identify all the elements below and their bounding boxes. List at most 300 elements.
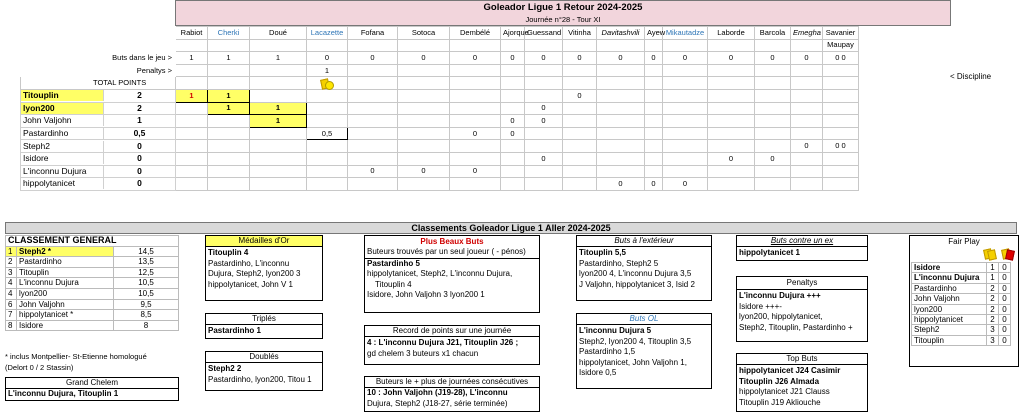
penaltys-cell-2: [250, 64, 307, 77]
ranking-row: [6, 320, 179, 331]
participant-cell: [307, 152, 348, 165]
participant-row: [21, 152, 859, 165]
ranking-rank: 6: [6, 299, 17, 310]
participant-cell: [525, 89, 563, 102]
yellow-cards-icon: [984, 249, 1000, 258]
participant-cell: [348, 89, 398, 102]
participant-cell: [597, 115, 645, 128]
participant-cell: 0: [755, 152, 791, 165]
total-cell-5: [398, 77, 450, 90]
participant-cell: [645, 102, 663, 115]
participant-cell: [563, 140, 597, 153]
participant-cell: [208, 127, 250, 140]
fair-play-name: Pastardinho: [912, 283, 987, 293]
fair-play-red: 0: [999, 273, 1011, 283]
total-cell-9: [563, 77, 597, 90]
participant-cell: [823, 89, 859, 102]
participant-cell: [791, 89, 823, 102]
fair-play-table: [911, 262, 1011, 346]
player-header-second-3: [307, 39, 348, 52]
participant-cell: [823, 178, 859, 191]
buts-cell-10: 0: [597, 52, 645, 65]
participant-cell: 0: [563, 89, 597, 102]
participant-cell: 0: [450, 127, 501, 140]
buts-ol-line-1: L'inconnu Dujura 5: [579, 326, 652, 336]
ranking-name: Isidore: [17, 320, 114, 331]
participant-cell: [348, 102, 398, 115]
fair-play-row: [912, 273, 1011, 283]
exterieur-line-2: Pastardinho, Steph2 5: [579, 258, 659, 268]
participant-row: [21, 178, 859, 191]
beaux-buts-line-1: Buteurs trouvés par un seul joueur ( - pénos): [365, 247, 539, 258]
participant-points: 1: [137, 115, 142, 126]
participant-cell: [307, 140, 348, 153]
participant-cell: [755, 127, 791, 140]
participant-cell: [398, 102, 450, 115]
penaltys-header: Penaltys: [737, 277, 867, 290]
buts-ol-box: [576, 313, 712, 389]
player-header-second-8: [525, 39, 563, 52]
participant-cell: 0: [525, 152, 563, 165]
participant-cell: [208, 165, 250, 178]
participant-cell: [663, 152, 708, 165]
player-header-second-7: [501, 39, 525, 52]
fair-play-name: hippolytanicet: [912, 315, 987, 325]
participant-cell: [708, 115, 755, 128]
penaltys-cell-1: [208, 64, 250, 77]
grand-chelem-header: Grand Chelem: [6, 378, 178, 389]
participant-cell: [176, 102, 208, 115]
fair-play-red: 0: [999, 325, 1011, 335]
participant-cell: [597, 165, 645, 178]
general-note-2: (Delort 0 / 2 Stassin): [5, 363, 74, 372]
buts-cell-8: 0: [525, 52, 563, 65]
fair-play-red: 0: [999, 315, 1011, 325]
medailles-box: [205, 235, 323, 301]
buts-cell-0: 1: [176, 52, 208, 65]
player-header-0: Rabiot: [176, 27, 208, 40]
player-header-9: Vitinha: [563, 27, 597, 40]
participant-cell: [250, 127, 307, 140]
total-cell-14: [755, 77, 791, 90]
ranking-points: 8,5: [114, 310, 179, 321]
participant-cell: 0: [348, 165, 398, 178]
general-ranking-table: [5, 235, 179, 331]
ranking-points: 13,5: [114, 257, 179, 268]
buts-cell-2: 1: [250, 52, 307, 65]
participant-cell: [398, 89, 450, 102]
fair-play-name: lyon200: [912, 304, 987, 314]
top-buts-line-4: Titouplin J19 Akliouche: [739, 397, 821, 407]
participant-name: Isidore: [21, 153, 104, 164]
penaltys-cell-15: [791, 64, 823, 77]
buts-cell-16: 0 0: [823, 52, 859, 65]
player-header-10: Davitashvili: [597, 27, 645, 40]
ranking-row: [6, 299, 179, 310]
participant-cell: [176, 115, 208, 128]
participant-cell: [525, 140, 563, 153]
ranking-row: [6, 257, 179, 268]
total-cell-7: [501, 77, 525, 90]
participant-cell: [708, 102, 755, 115]
ranking-row: [6, 310, 179, 321]
participant-cell: [348, 140, 398, 153]
participant-cell: [645, 140, 663, 153]
participant-cell: 1: [208, 89, 250, 102]
player-header-second-4: [348, 39, 398, 52]
general-note-1: * inclus Montpellier- St-Etienne homologué: [5, 352, 147, 361]
penaltys-box: [736, 276, 868, 342]
participant-cell: [755, 102, 791, 115]
top-buts-line-1: hippolytanicet J24 Casimir: [739, 366, 841, 376]
total-cell-8: [525, 77, 563, 90]
participant-row: [21, 127, 859, 140]
penaltys-cell-16: [823, 64, 859, 77]
ranking-rank: 2: [6, 257, 17, 268]
fair-play-header: Fair Play: [948, 237, 980, 246]
participant-name: Steph2: [21, 141, 104, 152]
player-header-8: Guessand: [525, 27, 563, 40]
participant-cell: [208, 140, 250, 153]
player-header-3: Lacazette: [307, 27, 348, 40]
buts-cell-13: 0: [708, 52, 755, 65]
participant-cell: [823, 127, 859, 140]
record-header: Record de points sur une journée: [365, 326, 539, 337]
participant-cell: [501, 165, 525, 178]
participant-cell: 1: [250, 115, 307, 128]
fair-play-name: L'inconnu Dujura: [912, 273, 987, 283]
penaltys-cell-11: [645, 64, 663, 77]
fair-play-red: 0: [999, 304, 1011, 314]
participant-cell: [823, 165, 859, 178]
participant-cell: [250, 165, 307, 178]
participant-cell: [597, 140, 645, 153]
medailles-line-3: Dujura, Steph2, lyon200 3: [208, 269, 301, 279]
total-cell-15: [791, 77, 823, 90]
fair-play-name: Titouplin: [912, 335, 987, 345]
participant-cell: [791, 127, 823, 140]
participant-points: 0: [137, 153, 142, 164]
buts-cell-5: 0: [398, 52, 450, 65]
doubles-header: Doublés: [206, 352, 322, 363]
total-cell-6: [450, 77, 501, 90]
ranking-points: 8: [114, 320, 179, 331]
buts-cell-4: 0: [348, 52, 398, 65]
medailles-line-2: Pastardinho, L'inconnu: [208, 258, 290, 268]
participant-cell: [597, 127, 645, 140]
participant-cell: [307, 102, 348, 115]
buts-cell-9: 0: [563, 52, 597, 65]
participant-cell: [398, 178, 450, 191]
top-buts-line-2: Titouplin J26 Almada: [739, 376, 820, 386]
participant-cell: 0: [525, 115, 563, 128]
participant-cell: [755, 140, 791, 153]
participant-cell: 0: [708, 152, 755, 165]
penaltys-line-4: Steph2, Titouplin, Pastardinho +: [739, 322, 853, 332]
player-header-13: Laborde: [708, 27, 755, 40]
participant-cell: [501, 89, 525, 102]
fair-play-name: Steph2: [912, 325, 987, 335]
medailles-line-4: hippolytanicet, John V 1: [208, 279, 293, 289]
player-header-1: Cherki: [208, 27, 250, 40]
fair-play-name: John Valjohn: [912, 294, 987, 304]
penaltys-cell-14: [755, 64, 791, 77]
participant-cell: [708, 140, 755, 153]
participant-name: L'inconnu Dujura: [21, 166, 104, 177]
player-header-second-11: [645, 39, 663, 52]
participant-cell: 0,5: [307, 127, 348, 140]
participant-row: [21, 140, 859, 153]
participant-cell: [563, 178, 597, 191]
player-header-5: Sotoca: [398, 27, 450, 40]
participant-cell: [563, 127, 597, 140]
participant-cell: [450, 102, 501, 115]
player-header-second-14: [755, 39, 791, 52]
bottom-title: Classements Goleador Ligue 1 Aller 2024-2025: [5, 222, 1017, 234]
participant-name-points: [21, 115, 176, 128]
ranking-name: lyon200: [17, 288, 114, 299]
player-header-second-5: [398, 39, 450, 52]
participant-cell: [645, 89, 663, 102]
record-line-1: 4 : L'inconnu Dujura J21, Titouplin J26 ;: [367, 338, 519, 348]
participant-cell: [525, 127, 563, 140]
participant-cell: [450, 152, 501, 165]
fair-play-yellow: 3: [987, 325, 999, 335]
participant-cell: [450, 115, 501, 128]
participant-cell: [597, 89, 645, 102]
penaltys-cell-4: [348, 64, 398, 77]
participant-cell: [501, 178, 525, 191]
participant-cell: [755, 178, 791, 191]
player-header-6: Dembélé: [450, 27, 501, 40]
participant-cell: [450, 140, 501, 153]
player-header-11: Ayew: [645, 27, 663, 40]
player-header-15: Emegha: [791, 27, 823, 40]
total-cell-11: [645, 77, 663, 90]
total-cell-13: [708, 77, 755, 90]
participant-name-points: [21, 140, 176, 153]
ranking-rank: 8: [6, 320, 17, 331]
participant-cell: 0: [645, 178, 663, 191]
exterieur-line-1: Titouplin 5,5: [579, 248, 626, 258]
participant-cell: [348, 127, 398, 140]
fair-play-yellow: 1: [987, 263, 999, 273]
ranking-rank: 4: [6, 278, 17, 289]
ranking-rank: 3: [6, 267, 17, 278]
consecutives-box: [364, 376, 540, 412]
ranking-points: 12,5: [114, 267, 179, 278]
participant-cell: [208, 115, 250, 128]
fair-play-row: [912, 294, 1011, 304]
player-header-16: Savanier: [823, 27, 859, 40]
fair-play-row: [912, 283, 1011, 293]
participant-cell: 1: [250, 102, 307, 115]
doubles-box: [205, 351, 323, 391]
fair-play-red: 0: [999, 335, 1011, 345]
corner-cell-2: [21, 39, 176, 52]
penaltys-cell-0: [176, 64, 208, 77]
contre-ex-text: hippolytanicet 1: [739, 248, 800, 258]
player-header-4: Fofana: [348, 27, 398, 40]
participant-cell: [708, 165, 755, 178]
yellow-card-clock-icon: [307, 77, 348, 90]
participant-cell: [525, 165, 563, 178]
participant-cell: [663, 165, 708, 178]
participant-cell: 0 0: [823, 140, 859, 153]
consecutives-line-2: Dujura, Steph2 (J18-27, série terminée): [367, 398, 508, 408]
consecutives-header: Buteurs le + plus de journées consécutives: [365, 377, 539, 388]
total-cell-10: [597, 77, 645, 90]
fair-play-yellow: 3: [987, 335, 999, 345]
participant-cell: [597, 152, 645, 165]
participant-name: Titouplin: [21, 90, 104, 101]
exterieur-line-4: J Valjohn, hippolytanicet 3, Isid 2: [579, 279, 695, 289]
participant-cell: [307, 165, 348, 178]
participant-cell: [208, 178, 250, 191]
doubles-line-2: Pastardinho, lyon200, Titou 1: [208, 374, 312, 384]
total-cell-12: [663, 77, 708, 90]
participant-cell: [645, 115, 663, 128]
participant-row: [21, 115, 859, 128]
corner-cell: [21, 27, 176, 40]
grand-chelem-box: [5, 377, 179, 401]
participant-cell: [708, 89, 755, 102]
participant-cell: 0: [663, 178, 708, 191]
penaltys-cell-3: 1: [307, 64, 348, 77]
ranking-rank: 7: [6, 310, 17, 321]
participant-cell: [176, 178, 208, 191]
participant-cell: [823, 152, 859, 165]
ranking-name: Pastardinho: [17, 257, 114, 268]
participant-row: [21, 102, 859, 115]
participant-name: Pastardinho: [21, 128, 104, 139]
fair-play-yellow: 2: [987, 283, 999, 293]
consecutives-line-1: 10 : John Valjohn (J19-28), L'inconnu: [367, 388, 508, 398]
ranking-name: Steph2 *: [17, 246, 114, 257]
participant-cell: [791, 115, 823, 128]
participant-cell: 0: [450, 165, 501, 178]
participant-cell: [501, 152, 525, 165]
participant-cell: 0: [791, 140, 823, 153]
player-header-second-16: Maupay: [823, 39, 859, 52]
contre-ex-header: Buts contre un ex: [737, 236, 867, 247]
beaux-buts-line-4: Titouplin 4: [375, 279, 412, 289]
participant-cell: [597, 102, 645, 115]
participant-cell: [563, 102, 597, 115]
participant-cell: [250, 152, 307, 165]
buts-cell-6: 0: [450, 52, 501, 65]
participant-cell: [307, 115, 348, 128]
penaltys-cell-9: [563, 64, 597, 77]
participant-cell: [398, 115, 450, 128]
participant-cell: 1: [176, 89, 208, 102]
player-header-second-13: [708, 39, 755, 52]
total-cell-0: [176, 77, 208, 90]
penaltys-cell-12: [663, 64, 708, 77]
participant-cell: [663, 140, 708, 153]
participant-cell: [755, 89, 791, 102]
penaltys-line-3: lyon200, hippolytanicet,: [739, 312, 823, 322]
participant-cell: [250, 178, 307, 191]
ranking-row: [6, 288, 179, 299]
general-ranking-header: CLASSEMENT GENERAL: [6, 236, 179, 247]
total-cell-4: [348, 77, 398, 90]
player-header-second-12: [663, 39, 708, 52]
penaltys-cell-5: [398, 64, 450, 77]
row-label-total: TOTAL POINTS: [21, 77, 176, 90]
top-title: Goleador Ligue 1 Retour 2024-2025: [483, 2, 643, 13]
score-grid-table: [20, 26, 859, 191]
ranking-row: [6, 278, 179, 289]
participant-cell: [708, 127, 755, 140]
exterieur-line-3: lyon200 4, L'inconnu Dujura 3,5: [579, 269, 692, 279]
ranking-points: 9,5: [114, 299, 179, 310]
participant-cell: [501, 140, 525, 153]
participant-cell: 1: [208, 102, 250, 115]
participant-name-points: [21, 102, 176, 115]
participant-cell: [398, 127, 450, 140]
beaux-buts-line-3: hippolytanicet, Steph2, L'inconnu Dujura,: [367, 269, 513, 279]
participant-cell: [791, 102, 823, 115]
fair-play-row: [912, 335, 1011, 345]
medailles-header: Médailles d'Or: [206, 236, 322, 247]
doubles-line-1: Steph2 2: [208, 364, 242, 374]
medailles-line-1: Titouplin 4: [208, 248, 249, 258]
participant-cell: 0: [501, 115, 525, 128]
participant-cell: [525, 178, 563, 191]
participant-cell: [348, 178, 398, 191]
participant-name-points: [21, 165, 176, 178]
participant-points: 0,5: [133, 128, 146, 139]
fair-play-red: 0: [999, 283, 1011, 293]
ranking-name: hippolytanicet *: [17, 310, 114, 321]
participant-points: 0: [137, 165, 142, 176]
total-cell-2: [250, 77, 307, 90]
ranking-name: Titouplin: [17, 267, 114, 278]
beaux-buts-box: [364, 235, 540, 313]
participant-cell: [708, 178, 755, 191]
player-header-second-10: [597, 39, 645, 52]
row-label-penaltys: Penaltys >: [136, 65, 172, 75]
participant-name-points: [21, 178, 176, 191]
ranking-rank: 4: [6, 288, 17, 299]
participant-name: lyon200: [21, 103, 104, 114]
participant-cell: [823, 115, 859, 128]
participant-points: 2: [137, 90, 142, 101]
top-subtitle: Journée n°28 - Tour XI: [525, 15, 601, 24]
beaux-buts-header: Plus Beaux Buts: [420, 237, 484, 246]
participant-cell: [663, 127, 708, 140]
player-header-second-0: [176, 39, 208, 52]
participant-cell: [398, 152, 450, 165]
participant-cell: [398, 140, 450, 153]
beaux-buts-line-2: Pastardinho 5: [367, 258, 420, 268]
participant-row: [21, 165, 859, 178]
penaltys-line-1: L'inconnu Dujura +++: [739, 291, 821, 301]
fair-play-cards-icons: [984, 249, 1012, 259]
participant-cell: [176, 152, 208, 165]
penaltys-cell-6: [450, 64, 501, 77]
buts-cell-14: 0: [755, 52, 791, 65]
fair-play-row: [912, 325, 1011, 335]
player-header-12: Mikautadze: [663, 27, 708, 40]
top-buts-header: Top Buts: [737, 354, 867, 365]
total-cell-16: [823, 77, 859, 90]
participant-cell: [755, 115, 791, 128]
participant-points: 0: [137, 178, 142, 189]
player-header-second-6: [450, 39, 501, 52]
participant-cell: [645, 165, 663, 178]
